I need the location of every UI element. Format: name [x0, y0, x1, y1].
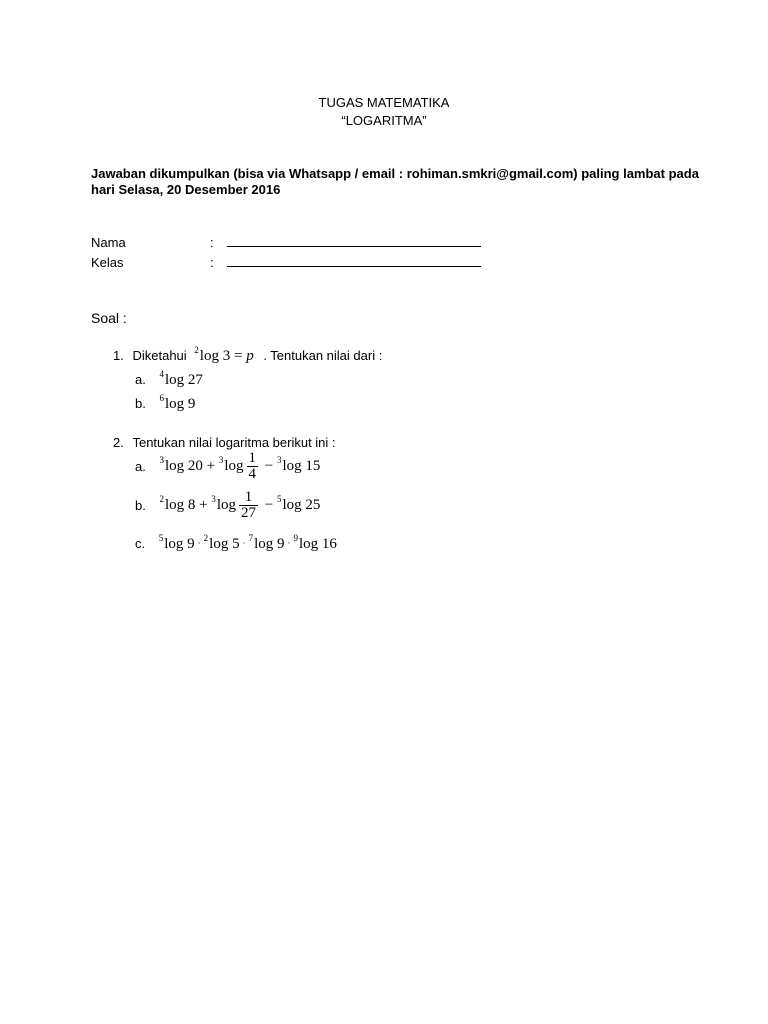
soal-heading: Soal :	[91, 310, 127, 326]
question-2b-letter: b.	[135, 498, 146, 513]
question-2b-expression: $^2$log 8 + $^3$log $\frac{1}{27}$ − $^5$log 25	[159, 489, 321, 521]
question-1a-expression: $^4$log 27	[159, 369, 203, 388]
question-2a-letter: a.	[135, 459, 146, 474]
question-2-number: 2.	[113, 435, 124, 450]
document-subtitle: “LOGARITMA”	[341, 113, 427, 128]
question-1b	[135, 393, 196, 413]
instruction-line-1: Jawaban dikumpulkan (bisa via Whatsapp / email : rohiman.smkri@gmail.com) paling lambat pada	[91, 166, 699, 181]
question-2c-letter: c.	[135, 536, 146, 551]
question-2b	[135, 490, 320, 521]
field-nama-blank[interactable]	[227, 235, 481, 250]
question-1-suffix: . Tentukan nilai dari :	[263, 348, 383, 363]
question-2a	[135, 451, 320, 482]
instruction-line-2: hari Selasa, 20 Desember 2016	[91, 182, 281, 197]
question-1-prefix: Diketahui	[132, 348, 187, 363]
question-2	[113, 435, 336, 450]
question-2c-expression: $^5$log 9 · $^2$log 5 · $^7$log 9 · $^9$log 16	[158, 533, 337, 552]
field-nama-label: Nama	[91, 235, 126, 250]
question-1a	[135, 369, 203, 389]
field-kelas-blank[interactable]	[227, 255, 481, 270]
field-nama-colon: :	[210, 235, 214, 250]
question-1b-expression: $^6$log 9	[159, 393, 196, 412]
question-1a-letter: a.	[135, 372, 146, 387]
field-kelas-colon: :	[210, 255, 214, 270]
question-1-number: 1.	[113, 348, 124, 363]
question-1b-letter: b.	[135, 396, 146, 411]
question-1	[113, 345, 383, 365]
fraction-1-27: $\frac{1}{27}$	[241, 489, 257, 521]
document-title: TUGAS MATEMATIKA	[318, 95, 450, 110]
question-2c	[135, 533, 337, 553]
question-1-expression: $^2$log 3 = p	[194, 345, 254, 364]
question-2a-expression: $^3$log 20 + $^3$log $\frac{1}{4}$ − $^3$log 15	[159, 450, 321, 482]
field-kelas-label: Kelas	[91, 255, 124, 270]
fraction-1-4: $\frac{1}{4}$	[248, 450, 257, 482]
question-2-text: Tentukan nilai logaritma berikut ini :	[132, 435, 336, 450]
